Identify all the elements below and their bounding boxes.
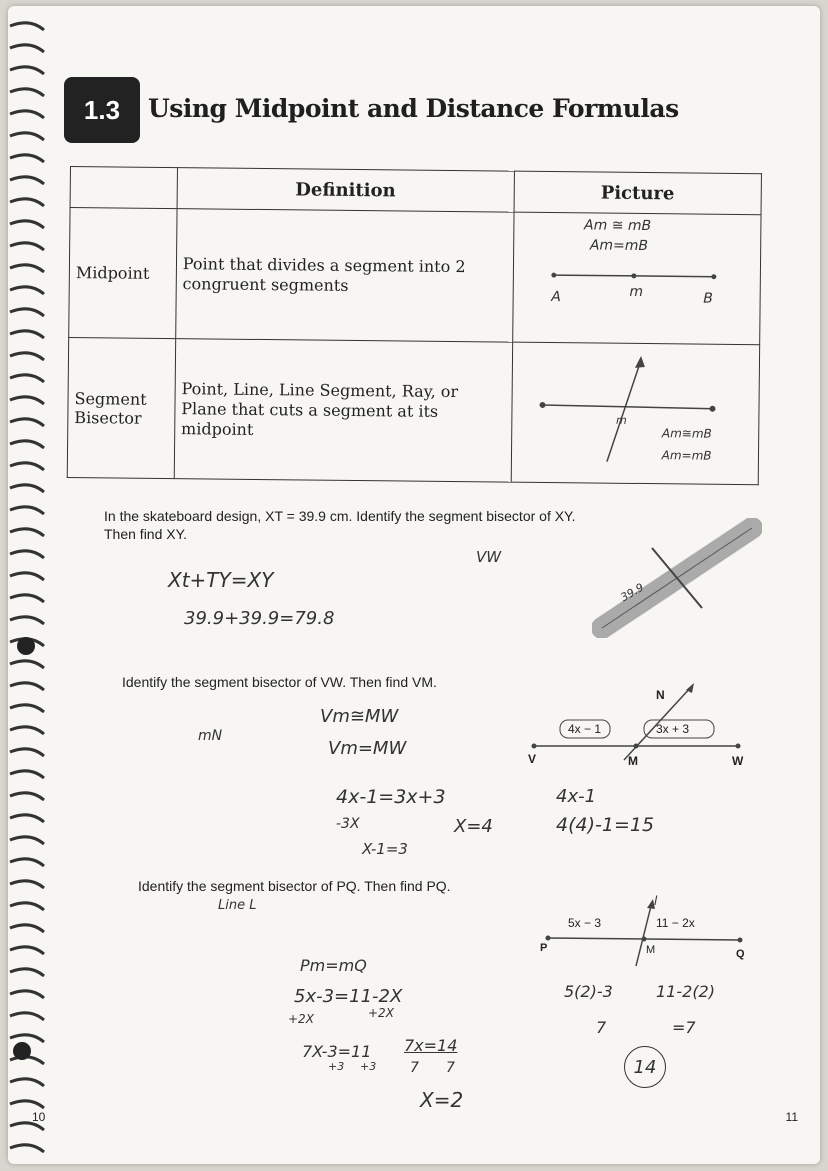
spiral-coil (10, 683, 44, 690)
spiral-coil (10, 1101, 44, 1108)
notebook-page (8, 6, 820, 1164)
spiral-coil (10, 925, 44, 932)
spiral-coil (10, 155, 44, 162)
problem3-label-line-l: l (654, 894, 658, 908)
problem2-work-6: X=4 (454, 816, 493, 837)
problem2-right-expression: 3x + 3 (656, 722, 690, 736)
problem2-label-m: M (628, 754, 638, 768)
spiral-binding (8, 6, 68, 1164)
spiral-coil (10, 1079, 44, 1086)
problem3-work-9: 7 (410, 1060, 419, 1076)
problem3-work-8: 7x=14 (404, 1036, 458, 1055)
problem2-work-3: 4x-1=3x+3 (336, 786, 446, 808)
header-term (70, 167, 177, 209)
header-definition: Definition (177, 168, 514, 213)
definition-table (67, 166, 762, 485)
spiral-coil (10, 177, 44, 184)
problem3-final-answer: 14 (624, 1046, 666, 1088)
spiral-coil (10, 529, 44, 536)
spiral-coil (10, 67, 44, 74)
spiral-coil (10, 221, 44, 228)
problem3-work-6: +3 (328, 1060, 345, 1073)
skateboard-figure (592, 518, 762, 638)
lesson-number-badge (64, 77, 140, 143)
problem3-work-10: 7 (446, 1060, 455, 1076)
table-header-row (70, 167, 761, 215)
problem3-work-7: +3 (360, 1060, 377, 1073)
problem1-work-2: 39.9+39.9=79.8 (184, 608, 335, 629)
picture-midpoint (512, 212, 761, 345)
problem2-work-4: -3X (336, 816, 360, 832)
spiral-coil (10, 111, 44, 118)
spiral-coil (10, 1013, 44, 1020)
problem3-work-11: X=2 (420, 1088, 464, 1112)
spiral-coil (10, 859, 44, 866)
picture-segment-bisector (511, 342, 760, 485)
problem2-label-w: W (732, 754, 744, 768)
problem3-work-3: +2X (288, 1012, 314, 1026)
definition-midpoint: Point that divides a segment into 2 congruent segments (176, 209, 514, 343)
problem3-work-4: +2X (368, 1006, 394, 1020)
spiral-coil (10, 397, 44, 404)
problem2-label-n: N (656, 688, 665, 702)
problem3-label-q: Q (736, 948, 745, 960)
spiral-coil (10, 771, 44, 778)
spiral-coil (10, 551, 44, 558)
problem2-work-2: Vm=MW (328, 738, 407, 759)
problem1-answer-bisector: VW (476, 548, 502, 566)
spiral-coil (10, 507, 44, 514)
problem1-work-1: Xt+TY=XY (168, 568, 274, 592)
spiral-coil (10, 947, 44, 954)
problem2-label-v: V (528, 752, 537, 766)
spiral-coil (10, 375, 44, 382)
spiral-coil (10, 705, 44, 712)
page-number-right: 11 (785, 1110, 798, 1124)
spiral-coil (10, 595, 44, 602)
spiral-coil (10, 45, 44, 52)
spiral-coil (10, 727, 44, 734)
problem3-work-1: Pm=mQ (300, 956, 367, 975)
spiral-coil (10, 89, 44, 96)
problem3-work-13: 11-2(2) (656, 982, 715, 1001)
spiral-coil (10, 661, 44, 668)
problem2-answer-bisector: mN (198, 728, 223, 744)
problem2-figure (524, 680, 754, 770)
spiral-coil (10, 1035, 44, 1042)
bisector-note-congruent: Am≅mB (661, 426, 712, 441)
midpoint-label-m: m (629, 283, 644, 301)
lesson-title: Using Midpoint and Distance Formulas (148, 94, 679, 123)
spiral-coil (10, 837, 44, 844)
problem3-work-15: =7 (672, 1018, 696, 1037)
spiral-coil (10, 353, 44, 360)
problem2-left-expression: 4x − 1 (568, 722, 602, 736)
midpoint-note-equal: Am=mB (589, 237, 649, 255)
problem3-label-p: P (540, 942, 548, 954)
midpoint-label-a: A (551, 289, 562, 306)
problem3-work-5: 7X-3=11 (302, 1042, 372, 1061)
problem3-text: Identify the segment bisector of PQ. Then find PQ. (138, 878, 451, 894)
problem1-line2: Then find XY. (104, 526, 188, 542)
problem3-label-m: M (646, 944, 656, 956)
spiral-coil (10, 881, 44, 888)
problem2-work-1: Vm≅MW (320, 706, 399, 727)
spiral-coil (10, 793, 44, 800)
bisector-label-m: m (615, 413, 627, 427)
problem2-text: Identify the segment bisector of VW. Then find VM. (122, 674, 437, 690)
spiral-coil (10, 749, 44, 756)
spiral-coil (10, 463, 44, 470)
spiral-coil (10, 1145, 44, 1152)
bisector-note-equal: Am=mB (661, 448, 712, 463)
lesson-number: 1.3 (83, 94, 121, 125)
spiral-coil (10, 419, 44, 426)
problem3-work-12: 5(2)-3 (564, 982, 613, 1001)
problem3-work-14: 7 (596, 1018, 607, 1037)
midpoint-label-b: B (703, 290, 714, 307)
spiral-coil (10, 903, 44, 910)
problem2-work-5: X-1=3 (362, 840, 408, 858)
spiral-coil (10, 991, 44, 998)
term-segment-bisector: Segment Bisector (67, 337, 175, 478)
spiral-coil (10, 441, 44, 448)
spiral-coil (10, 815, 44, 822)
definition-segment-bisector: Point, Line, Line Segment, Ray, or Plane that cuts a segment at its midpoint (174, 339, 512, 483)
spiral-coil (10, 331, 44, 338)
header-picture: Picture (514, 171, 762, 215)
spiral-coil (10, 573, 44, 580)
table-row-midpoint (69, 208, 761, 345)
spiral-coil (10, 287, 44, 294)
spiral-coil (10, 617, 44, 624)
spiral-coil (10, 969, 44, 976)
spiral-coil (10, 265, 44, 272)
midpoint-note-congruent: Am ≅ mB (584, 217, 652, 235)
problem3-work-2: 5x-3=11-2X (294, 986, 403, 1007)
table-row-segment-bisector (67, 337, 759, 484)
spiral-coil (10, 243, 44, 250)
problem2-work-8: 4(4)-1=15 (556, 814, 655, 836)
spiral-coil (10, 199, 44, 206)
problem2-work-7: 4x-1 (556, 786, 597, 807)
spiral-coil (10, 485, 44, 492)
problem3-right-expression: 11 − 2x (656, 916, 695, 930)
problem3-answer-bisector: Line L (218, 898, 257, 913)
spiral-coil (10, 23, 44, 30)
problem3-figure (540, 898, 750, 968)
spiral-coil (10, 309, 44, 316)
spiral-coil (10, 133, 44, 140)
term-midpoint: Midpoint (69, 208, 177, 339)
skateboard-label: 39.9 (618, 580, 647, 605)
page-number-left: 10 (32, 1110, 46, 1124)
problem1-line1: In the skateboard design, XT = 39.9 cm. Identify the segment bisector of XY. (104, 508, 576, 524)
problem3-left-expression: 5x − 3 (568, 916, 602, 930)
